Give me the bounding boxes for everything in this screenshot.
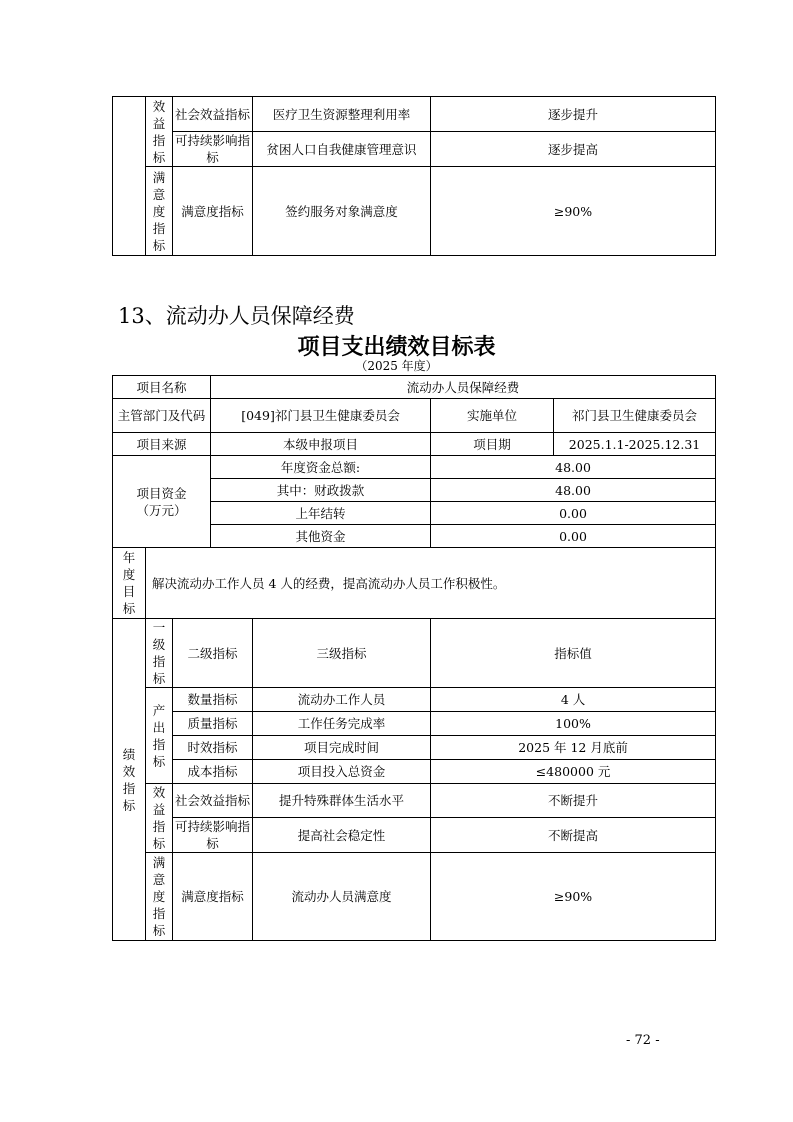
benefit-indicator-label: 效 益 指 标	[146, 784, 173, 853]
table-year: （2025 年度）	[355, 359, 438, 373]
fund-other-value: 0.00	[431, 525, 716, 548]
blank-cell	[113, 97, 146, 256]
fund-fiscal-label: 其中：财政拨款	[211, 479, 431, 502]
level3-cell: 工作任务完成率	[253, 712, 431, 736]
value-cell: ≥90%	[431, 853, 716, 941]
level3-cell: 项目完成时间	[253, 736, 431, 760]
table-title: 项目支出绩效目标表	[297, 335, 496, 360]
level3-cell: 提高社会稳定性	[253, 818, 431, 853]
level3-cell: 提升特殊群体生活水平	[253, 784, 431, 818]
fund-other-label: 其他资金	[211, 525, 431, 548]
level1-header: 一 级 指 标	[146, 619, 173, 688]
period-label: 项目期	[431, 433, 554, 456]
level2-cell: 社会效益指标	[173, 97, 253, 132]
level2-cell: 数量指标	[173, 688, 253, 712]
value-cell: 逐步提高	[431, 132, 716, 167]
previous-indicators-table	[112, 96, 716, 256]
value-cell: ≤480000 元	[431, 760, 716, 784]
level3-cell: 签约服务对象满意度	[253, 167, 431, 256]
level3-cell: 医疗卫生资源整理利用率	[253, 97, 431, 132]
fund-carryover-value: 0.00	[431, 502, 716, 525]
section-heading: 13、流动办人员保障经费	[118, 304, 355, 328]
level2-cell: 满意度指标	[173, 853, 253, 941]
satisfaction-indicator-label: 满 意 度 指 标	[146, 853, 173, 941]
level2-cell: 成本指标	[173, 760, 253, 784]
level2-cell: 社会效益指标	[173, 784, 253, 818]
fund-fiscal-value: 48.00	[431, 479, 716, 502]
level3-header: 三级指标	[253, 619, 431, 688]
fund-total-value: 48.00	[431, 456, 716, 479]
value-cell: 逐步提升	[431, 97, 716, 132]
annual-goal-label: 年 度 目 标	[113, 548, 146, 619]
fund-total-label: 年度资金总额:	[211, 456, 431, 479]
value-cell: ≥90%	[431, 167, 716, 256]
output-indicator-label: 产 出 指 标	[146, 688, 173, 784]
level2-cell: 质量指标	[173, 712, 253, 736]
level3-cell: 贫困人口自我健康管理意识	[253, 132, 431, 167]
value-cell: 不断提升	[431, 784, 716, 818]
impl-value: 祁门县卫生健康委员会	[554, 399, 716, 433]
performance-indicator-label: 绩 效 指 标	[113, 619, 146, 941]
level2-header: 二级指标	[173, 619, 253, 688]
fund-carryover-label: 上年结转	[211, 502, 431, 525]
level3-cell: 流动办工作人员	[253, 688, 431, 712]
source-label: 项目来源	[113, 433, 211, 456]
satisfaction-indicator-label: 满 意 度 指 标	[146, 167, 173, 256]
level2-cell: 时效指标	[173, 736, 253, 760]
funds-label: 项目资金 （万元）	[113, 456, 211, 548]
level3-cell: 项目投入总资金	[253, 760, 431, 784]
period-value: 2025.1.1-2025.12.31	[554, 433, 716, 456]
annual-goal-text: 解决流动办工作人员 4 人的经费，提高流动办人员工作积极性。	[146, 548, 716, 619]
project-name-value: 流动办人员保障经费	[211, 376, 716, 399]
value-cell: 4 人	[431, 688, 716, 712]
impl-label: 实施单位	[431, 399, 554, 433]
performance-target-table	[112, 375, 716, 941]
level2-cell: 可持续影响指标	[173, 818, 253, 853]
dept-value: [049]祁门县卫生健康委员会	[211, 399, 431, 433]
level2-cell: 可持续影响指标	[173, 132, 253, 167]
value-cell: 100%	[431, 712, 716, 736]
project-name-label: 项目名称	[113, 376, 211, 399]
source-value: 本级申报项目	[211, 433, 431, 456]
level3-cell: 流动办人员满意度	[253, 853, 431, 941]
value-header: 指标值	[431, 619, 716, 688]
benefit-indicator-label: 效 益 指 标	[146, 97, 173, 167]
dept-label: 主管部门及代码	[113, 399, 211, 433]
value-cell: 不断提高	[431, 818, 716, 853]
page-number: - 72 -	[626, 1033, 660, 1048]
value-cell: 2025 年 12 月底前	[431, 736, 716, 760]
level2-cell: 满意度指标	[173, 167, 253, 256]
